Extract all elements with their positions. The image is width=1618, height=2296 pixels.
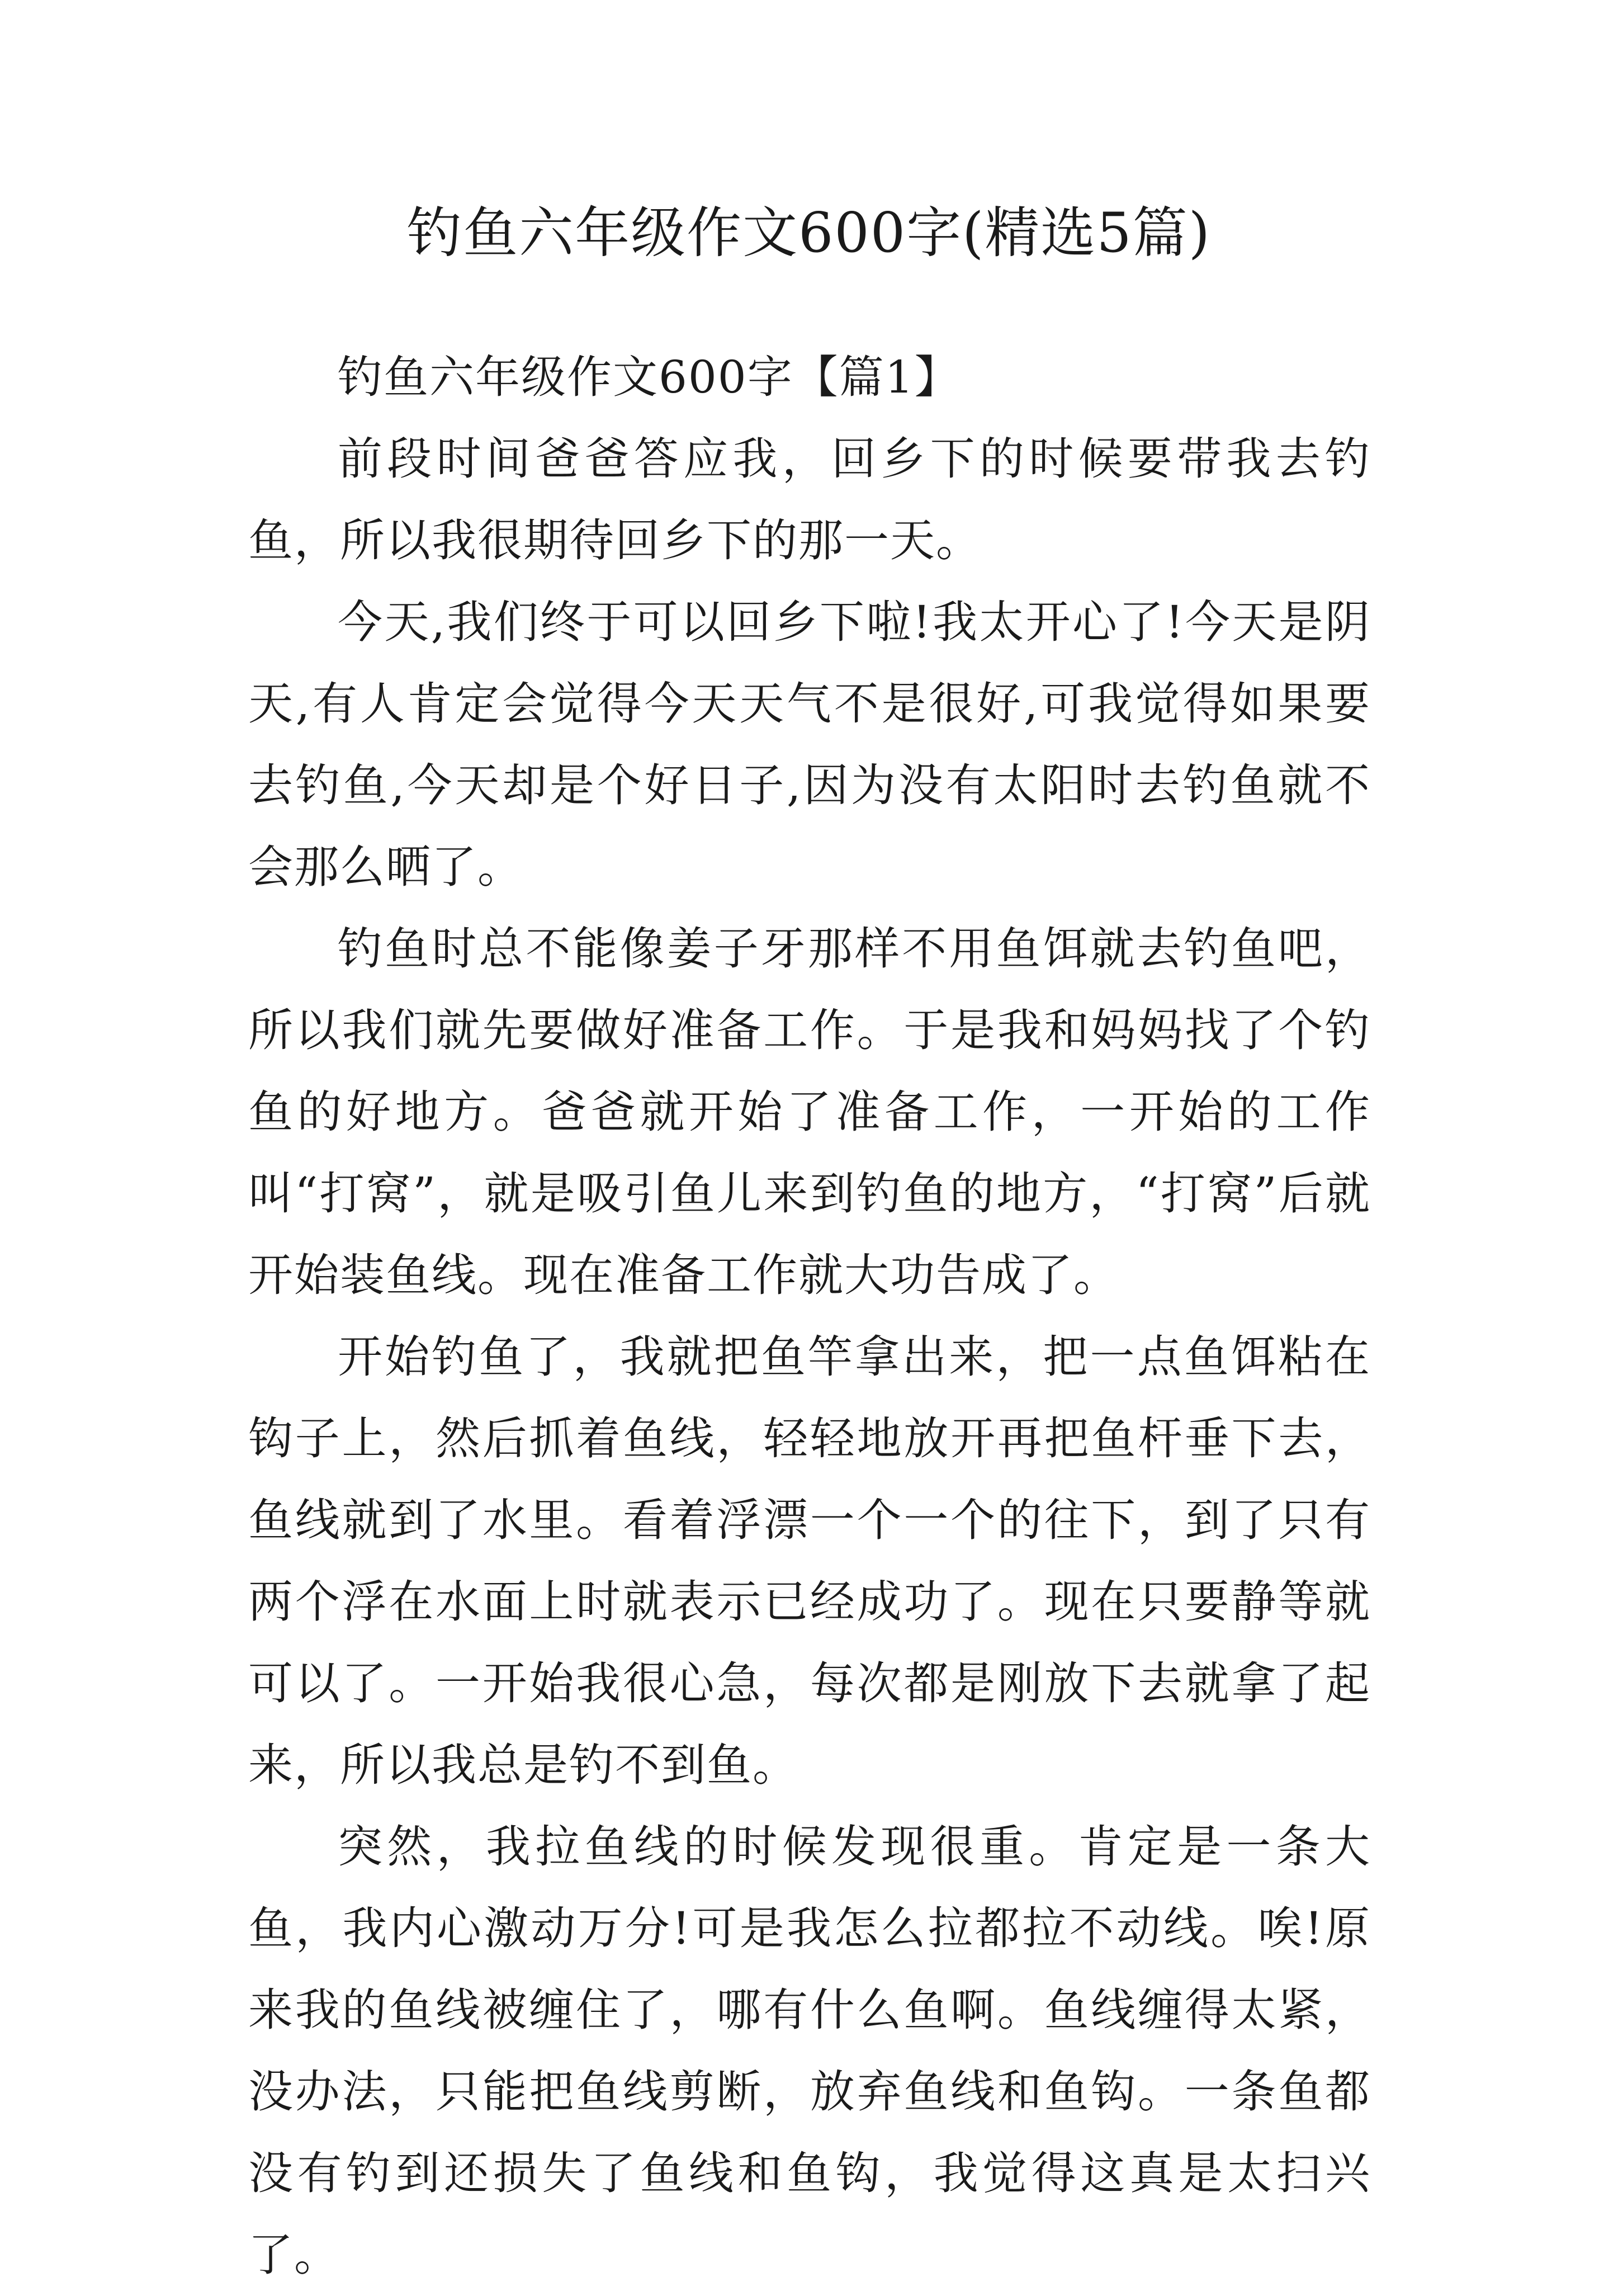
paragraph-3: 钓鱼时总不能像姜子牙那样不用鱼饵就去钓鱼吧，所以我们就先要做好准备工作。于是我和妈妈找了个钓鱼的好地方。爸爸就开始了准备工作，一开始的工作叫“打窝”，就是吸引鱼儿来到钓鱼的地方，“打窝”后就开始装鱼线。现在准备工作就大功告成了。 [248,923,1371,1301]
section-heading: 钓鱼六年级作文600字【篇1】 [338,351,961,403]
paragraph-4: 开始钓鱼了，我就把鱼竿拿出来，把一点鱼饵粘在钩子上，然后抓着鱼线，轻轻地放开再把鱼杆垂下去，鱼线就到了水里。看着浮漂一个一个的往下，到了只有两个浮在水面上时就表示已经成功了。现在只要静等就可以了。一开始我很心急，每次都是刚放下去就拿了起来，所以我总是钓不到鱼。 [248,1331,1371,1791]
paragraph-2: 今天,我们终于可以回乡下啦!我太开心了!今天是阴天,有人肯定会觉得今天天气不是很好,可我觉得如果要去钓鱼,今天却是个好日子,因为没有太阳时去钓鱼就不会那么晒了。 [248,596,1371,893]
document-body [248,337,1371,2296]
paragraph-5: 突然，我拉鱼线的时候发现很重。肯定是一条大鱼，我内心激动万分!可是我怎么拉都拉不动线。唉!原来我的鱼线被缠住了，哪有什么鱼啊。鱼线缠得太紧，没办法，只能把鱼线剪断，放弃鱼线和鱼钩。一条鱼都没有钓到还损失了鱼线和鱼钩，我觉得这真是太扫兴了。 [248,1821,1371,2281]
paragraph-1: 前段时间爸爸答应我，回乡下的时候要带我去钓鱼，所以我很期待回乡下的那一天。 [248,433,1371,566]
document-title: 钓鱼六年级作文600字(精选5篇) [407,201,1211,265]
